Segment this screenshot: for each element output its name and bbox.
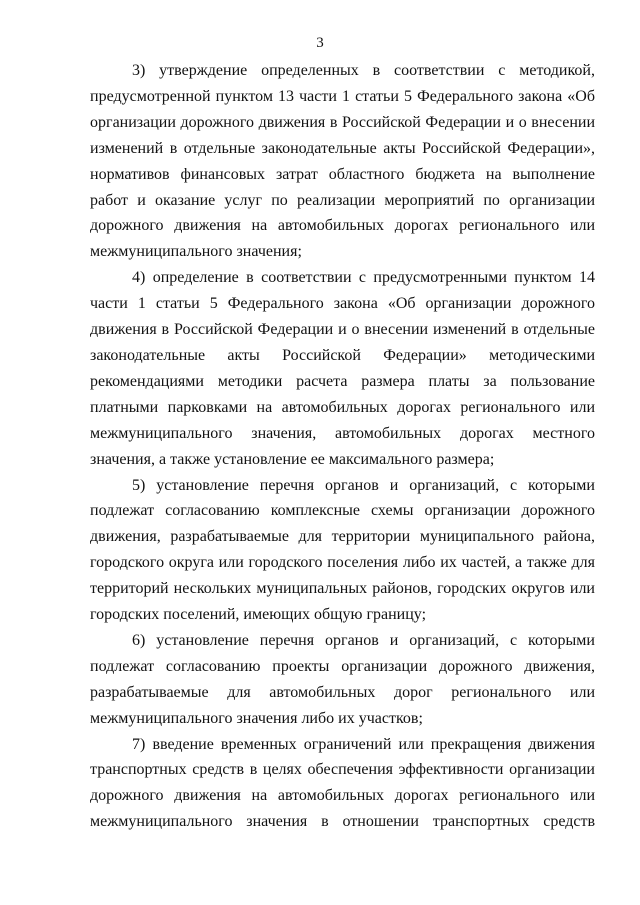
paragraph-item-4: 4) определение в соответствии с предусмотренными пунктом 14 части 1 статьи 5 Федерального закона «Об организации дорожного движения в Российской Федерации и о внесении изменений в отдельные законодательные акты Российской Федерации» методическими рекомендациями методики расчета размера платы за пользование платными парковками на автомобильных дорогах регионального или межмуниципального значения, автомобильных дорогах местного значения, а также установление ее максимального размера; [90,269,595,468]
paragraph-item-7: 7) введение временных ограничений или прекращения движения транспортных средств в целях обеспечения эффективности организации дорожного движения на автомобильных дорогах регионального или межмуниципального значения в отношении транспортных средств [90,735,595,831]
paragraph-item-5: 5) установление перечня органов и организаций, с которыми подлежат согласованию комплексные схемы организации дорожного движения, разрабатываемые для территории муниципального района, городского округа или городского поселения либо их частей, а также для территорий нескольких муниципальных районов, городских округов или городских поселений, имеющих общую границу; [90,476,595,624]
document-body [90,58,595,835]
paragraph-item-3: 3) утверждение определенных в соответствии с методикой, предусмотренной пунктом 13 части 1 статьи 5 Федерального закона «Об организации дорожного движения в Российской Федерации и о внесении изменений в отдельные законодательные акты Российской Федерации», нормативов финансовых затрат областного бюджета на выполнение работ и оказание услуг по реализации мероприятий по организации дорожного движения на автомобильных дорогах регионального или межмуниципального значения; [90,62,595,261]
paragraph-item-6: 6) установление перечня органов и организаций, с которыми подлежат согласованию проекты организации дорожного движения, разрабатываемые для автомобильных дорог регионального или межмуниципального значения либо их участков; [90,631,595,727]
page-number: 3 [316,35,324,51]
